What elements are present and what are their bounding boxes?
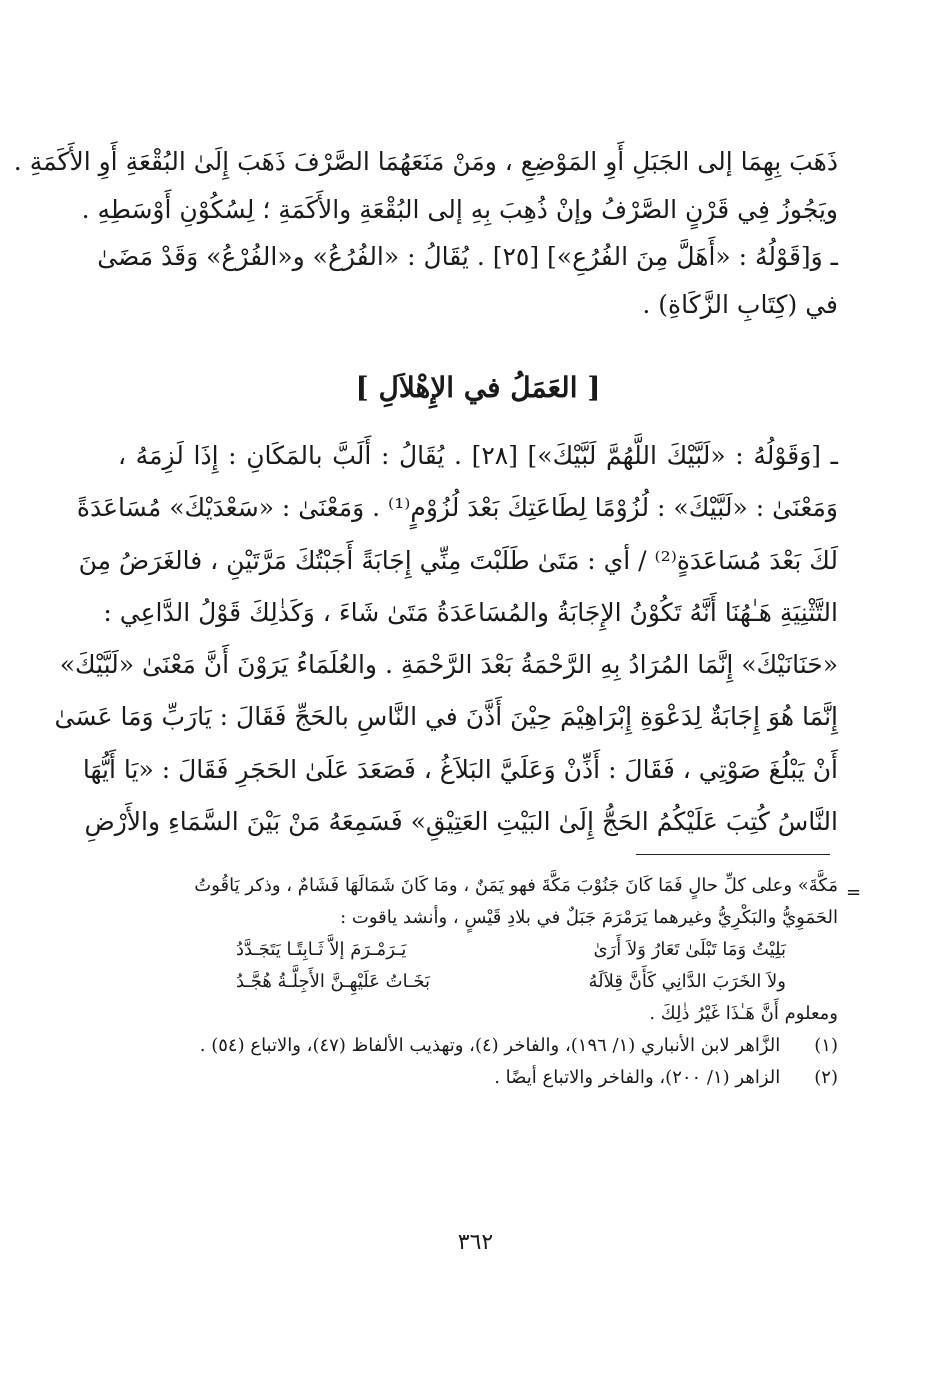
main-text-top bbox=[13, 138, 838, 328]
text-line: لَكَ بَعْدَ مُسَاعَدَةٍ⁽²⁾ / أي : مَتَىٰ طَلَبْتَ مِنِّي إِجَابَةً أَجَبْتُكَ مَرَّتَيْنِ ، فالغَرَضُ مِنَ bbox=[78, 545, 838, 575]
footnote-continued-mark: = bbox=[846, 882, 862, 903]
verse-first-hemistich: ولاَ الخَرَبَ الدَّانِي كَأَنَّ قِلاَلَهُ bbox=[588, 971, 786, 992]
verse-row bbox=[118, 966, 838, 998]
footnote-cont-line: مَكَّةَ» وعلى كلِّ حالٍ فَمَا كَانَ جَنُوْبَ مَكَّةَ فهو يَمَنٌ ، ومَا كَانَ شَمَالَهَا فَشَامٌ ، وذكر يَاقُوتُ bbox=[194, 875, 838, 896]
verse-row bbox=[118, 934, 838, 966]
text-line: ـ [وَقَوْلُهُ : «لَبَّيْكَ اللَّهُمَّ لَبَّيْكَ»] [٢٨] . يُقَالُ : أَلَبَّ بالمَكَانِ : إِذَا لَزِمَهُ ، bbox=[118, 441, 838, 470]
footnote-separator bbox=[636, 854, 830, 855]
footnote-number: (٢) bbox=[814, 1067, 838, 1088]
verse-second-hemistich: يَـرَمْـرَمَ إلاَّ ثَـابِتًـا يَتَجَـدَّدُ bbox=[236, 939, 407, 960]
footnote-text: الزَّاهر لابن الأنباري (١/ ١٩٦)، والفاخر (٤)، وتهذيب الألفاظ (٤٧)، والاتباع (٥٤) . bbox=[199, 1035, 781, 1056]
main-text-body bbox=[54, 430, 838, 848]
text-line: ـ وَ[قَوْلُهُ : «أَهَلَّ مِنَ الفُرُعِ»] [٢٥] . يُقَالُ : «الفُرُعُ» و«الفُرْعُ» وَقَدْ مَضَىٰ bbox=[97, 242, 838, 271]
text-line: أَنْ يَبْلُغَ صَوْتِي ، فَقَالَ : أَذِّنْ وَعَلَيَّ البَلاَغُ ، فَصَعَدَ عَلَىٰ الحَجَرِ فَقَالَ : «يَا أَيُّهَا bbox=[82, 754, 838, 784]
verse-first-hemistich: بَلِيْتُ وَمَا تَبْلَىٰ تَعَارُ وَلاَ أَرَىٰ bbox=[593, 939, 786, 960]
text-line: في (كِتَابِ الزَّكَاةِ) . bbox=[642, 289, 838, 319]
text-line: إِنَّمَا هُوَ إِجَابَةٌ لِدَعْوَةِ إِبْرَاهِيْمَ حِيْنَ أَذَّنَ في النَّاسِ بالحَجِّ فَقَالَ : يَارَبِّ وَمَا عَسَىٰ bbox=[54, 702, 838, 732]
text-line: النَّاسُ كُتِبَ عَلَيْكُمُ الحَجُّ إِلَىٰ البَيْتِ العَتِيْقِ» فَسَمِعَهُ مَنْ بَيْنَ السَّمَاءِ والأَرْضِ bbox=[84, 807, 838, 837]
footnote-cont-line: الحَمَوِيُّ والبَكْرِيُّ وغيرهما يَرَمْرَمَ جَبَلٌ في بلادِ قَيْسٍ ، وأنشد ياقوت : bbox=[340, 907, 838, 928]
footnote-2 bbox=[118, 1062, 838, 1094]
text-line: وَمَعْنَىٰ : «لَبَّيْكَ» : لُزُوْمًا لِطَاعَتِكَ بَعْدَ لُزُوْمٍ⁽¹⁾ . وَمَعْنَىٰ : «سَعْدَيْكَ» مُسَاعَدَةً bbox=[76, 493, 838, 523]
verse-second-hemistich: بَخَـاتُ عَلَيْهِـنَّ الأَجِلَّـةُ هُجَّـدُ bbox=[236, 971, 431, 992]
text-line: التَّثْنِيَةِ هَـٰهُنَا أَنَّهُ تَكُوْنُ الإِجَابَةُ والمُسَاعَدَةُ مَتَىٰ شَاءَ ، وَكَذٰلِكَ قَوْلُ الدَّاعِي : bbox=[103, 597, 838, 627]
text-line: ذَهَبَ بِهِمَا إلى الجَبَلِ أَوِ المَوْضِعِ ، ومَنْ مَنَعَهُمَا الصَّرْفَ ذَهَبَ إِلَىٰ البُقْعَةِ أَوِ الأَكَمَةِ . bbox=[13, 147, 838, 176]
text-line: ويَجُوزُ فِي قَرْنٍ الصَّرْفُ وإنْ ذُهِبَ بِهِ إلى البُقْعَةِ والأَكَمَةِ ؛ لِسُكُوْنِ أَوْسَطِهِ . bbox=[81, 194, 838, 224]
footnotes-block bbox=[118, 870, 838, 1094]
text-line: «حَنَانَيْكَ» إِنَّمَا المُرَادُ بِهِ الرَّحْمَةُ بَعْدَ الرَّحْمَةِ . والعُلَمَاءُ يَرَوْنَ أَنَّ مَعْنَىٰ «لَبَّيْكَ» bbox=[59, 650, 838, 680]
footnote-text: الزاهر (١/ ٢٠٠)، والفاخر والاتباع أيضًا . bbox=[494, 1067, 781, 1088]
footnote-number: (١) bbox=[814, 1035, 838, 1056]
footnote-1 bbox=[118, 1030, 838, 1062]
footnote-closing-line: ومعلوم أَنَّ هَـٰذَا غَيْرُ ذٰلِكَ . bbox=[649, 1003, 838, 1024]
page-number: ٣٦٢ bbox=[457, 1230, 494, 1255]
section-heading: [ العَمَلُ في الإِهْلاَلِ ] bbox=[355, 371, 601, 404]
